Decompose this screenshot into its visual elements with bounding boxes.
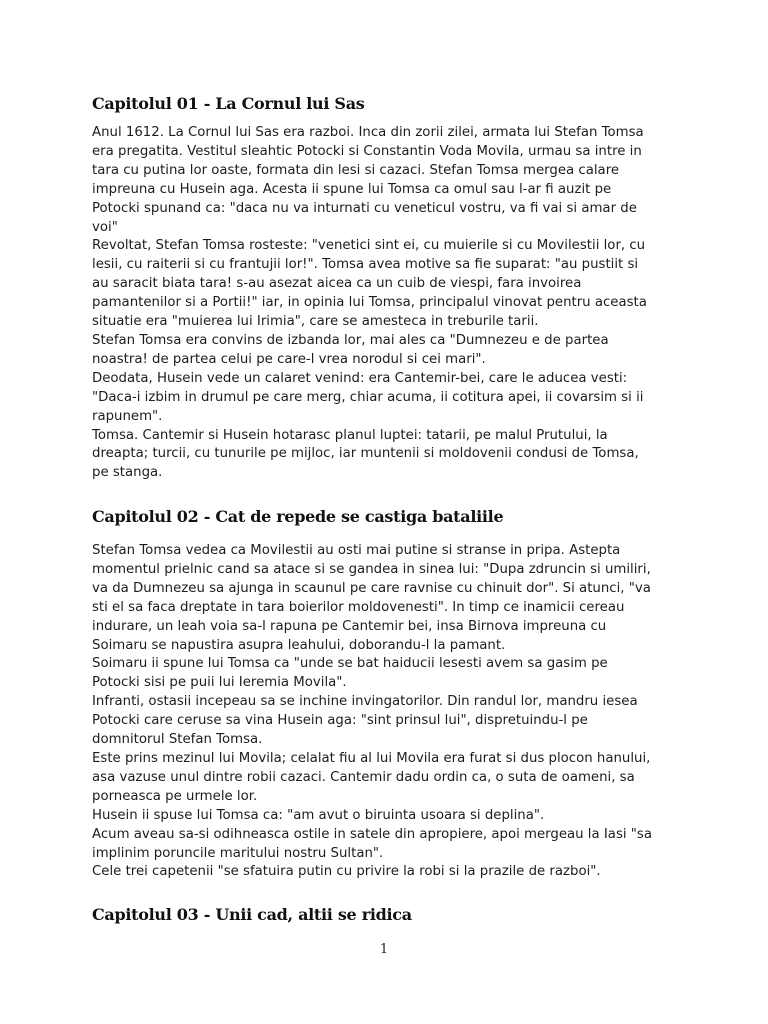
text-line: va da Dumnezeu sa ajunga in scaunul pe care ravnise cu chinuit dor". Si atunci, "va xyxy=(92,580,651,596)
text-line: noastra! de partea celui pe care-l vrea norodul si cei mari". xyxy=(92,351,486,367)
text-line: momentul prielnic cand sa atace si se gandea in sinea lui: "Dupa zdruncin si umiliri, xyxy=(92,561,651,577)
text-line: Revoltat, Stefan Tomsa rosteste: "venetici sint ei, cu muierile si cu Movilestii lor, cu xyxy=(92,238,646,254)
text-line: Soimaru ii spune lui Tomsa ca "unde se bat haiducii lesesti avem sa gasim pe xyxy=(92,656,608,672)
text-line: Deodata, Husein vede un calaret venind: era Cantemir-bei, care le aducea vesti: xyxy=(92,370,628,386)
chapter-01-body xyxy=(92,124,682,483)
text-line: rapunem". xyxy=(92,408,163,424)
text-line: lesii, cu raiterii si cu frantujii lor!". Tomsa avea motive sa fie suparat: "au pustiit si xyxy=(92,257,639,273)
text-line: domnitorul Stefan Tomsa. xyxy=(92,732,263,748)
text-line: tara cu putina lor oaste, formata din lesi si cazaci. Stefan Tomsa mergea calare xyxy=(92,162,620,178)
text-line: Tomsa. Cantemir si Husein hotarasc planul luptei: tatarii, pe malul Prutului, la xyxy=(92,427,608,443)
text-line: porneasca pe urmele lor. xyxy=(92,788,258,804)
text-line: situatie era "muierea lui Irimia", care se amesteca in treburile tarii. xyxy=(92,314,539,330)
text-line: Acum aveau sa-si odihneasca ostile in satele din apropiere, apoi mergeau la Iasi "sa xyxy=(92,826,652,842)
text-line: Potocki sisi pe puii lui Ieremia Movila". xyxy=(92,675,347,691)
text-line: sti el sa faca dreptate in tara boierilor moldovenesti". In timp ce inamicii cereau xyxy=(92,599,625,615)
text-line: voi" xyxy=(92,219,118,235)
chapter-01-heading: Capitolul 01 - La Cornul lui Sas xyxy=(92,94,365,113)
text-line: era pregatita. Vestitul sleahtic Potocki si Constantin Voda Movila, urmau sa intre in xyxy=(92,143,642,159)
text-line: au saracit biata tara! s-au asezat aicea ca un cuib de viespi, fara invoirea xyxy=(92,276,582,292)
text-line: asa vazuse unul dintre robii cazaci. Cantemir dadu ordin ca, o suta de oameni, sa xyxy=(92,769,635,785)
text-line: indurare, un leah voia sa-l rapuna pe Cantemir bei, insa Birnova impreuna cu xyxy=(92,618,607,634)
text-line: Stefan Tomsa era convins de izbanda lor, mai ales ca "Dumnezeu e de partea xyxy=(92,332,609,348)
text-line: dreapta; turcii, cu tunurile pe mijloc, iar muntenii si moldovenii condusi de Tomsa, xyxy=(92,446,639,462)
text-line: Infranti, ostasii incepeau sa se inchine invingatorilor. Din randul lor, mandru iesea xyxy=(92,694,638,710)
text-line: impreuna cu Husein aga. Acesta ii spune lui Tomsa ca omul sau l-ar fi auzit pe xyxy=(92,181,612,197)
chapter-02-body xyxy=(92,542,682,882)
text-line: implinim poruncile maritului nostru Sultan". xyxy=(92,845,384,861)
text-line: Este prins mezinul lui Movila; celalat fiu al lui Movila era furat si dus plocon hanului, xyxy=(92,750,651,766)
text-line: Anul 1612. La Cornul lui Sas era razboi. Inca din zorii zilei, armata lui Stefan Tomsa xyxy=(92,125,644,140)
chapter-03-heading: Capitolul 03 - Unii cad, altii se ridica xyxy=(92,905,412,924)
text-line: Stefan Tomsa vedea ca Movilestii au osti mai putine si stranse in pripa. Astepta xyxy=(92,543,621,558)
page-number: 1 xyxy=(379,942,389,957)
text-line: "Daca-i izbim in drumul pe care merg, chiar acuma, ii cotitura apei, ii covarsim si ii xyxy=(92,389,644,405)
text-line: Potocki spunand ca: "daca nu va inturnati cu veneticul vostru, va fi vai si amar de xyxy=(92,200,637,216)
text-line: Cele trei capetenii "se sfatuira putin cu privire la robi si la prazile de razboi". xyxy=(92,864,601,880)
text-line: pe stanga. xyxy=(92,465,163,481)
text-line: Potocki care ceruse sa vina Husein aga: "sint prinsul lui", dispretuindu-l pe xyxy=(92,713,588,729)
text-line: Soimaru se napustira asupra leahului, doborandu-l la pamant. xyxy=(92,637,506,653)
text-line: Husein ii spuse lui Tomsa ca: "am avut o biruinta usoara si deplina". xyxy=(92,807,545,823)
chapter-02-heading: Capitolul 02 - Cat de repede se castiga bataliile xyxy=(92,507,504,526)
text-line: pamantenilor si a Portii!" iar, in opinia lui Tomsa, principalul vinovat pentru aceasta xyxy=(92,295,647,311)
